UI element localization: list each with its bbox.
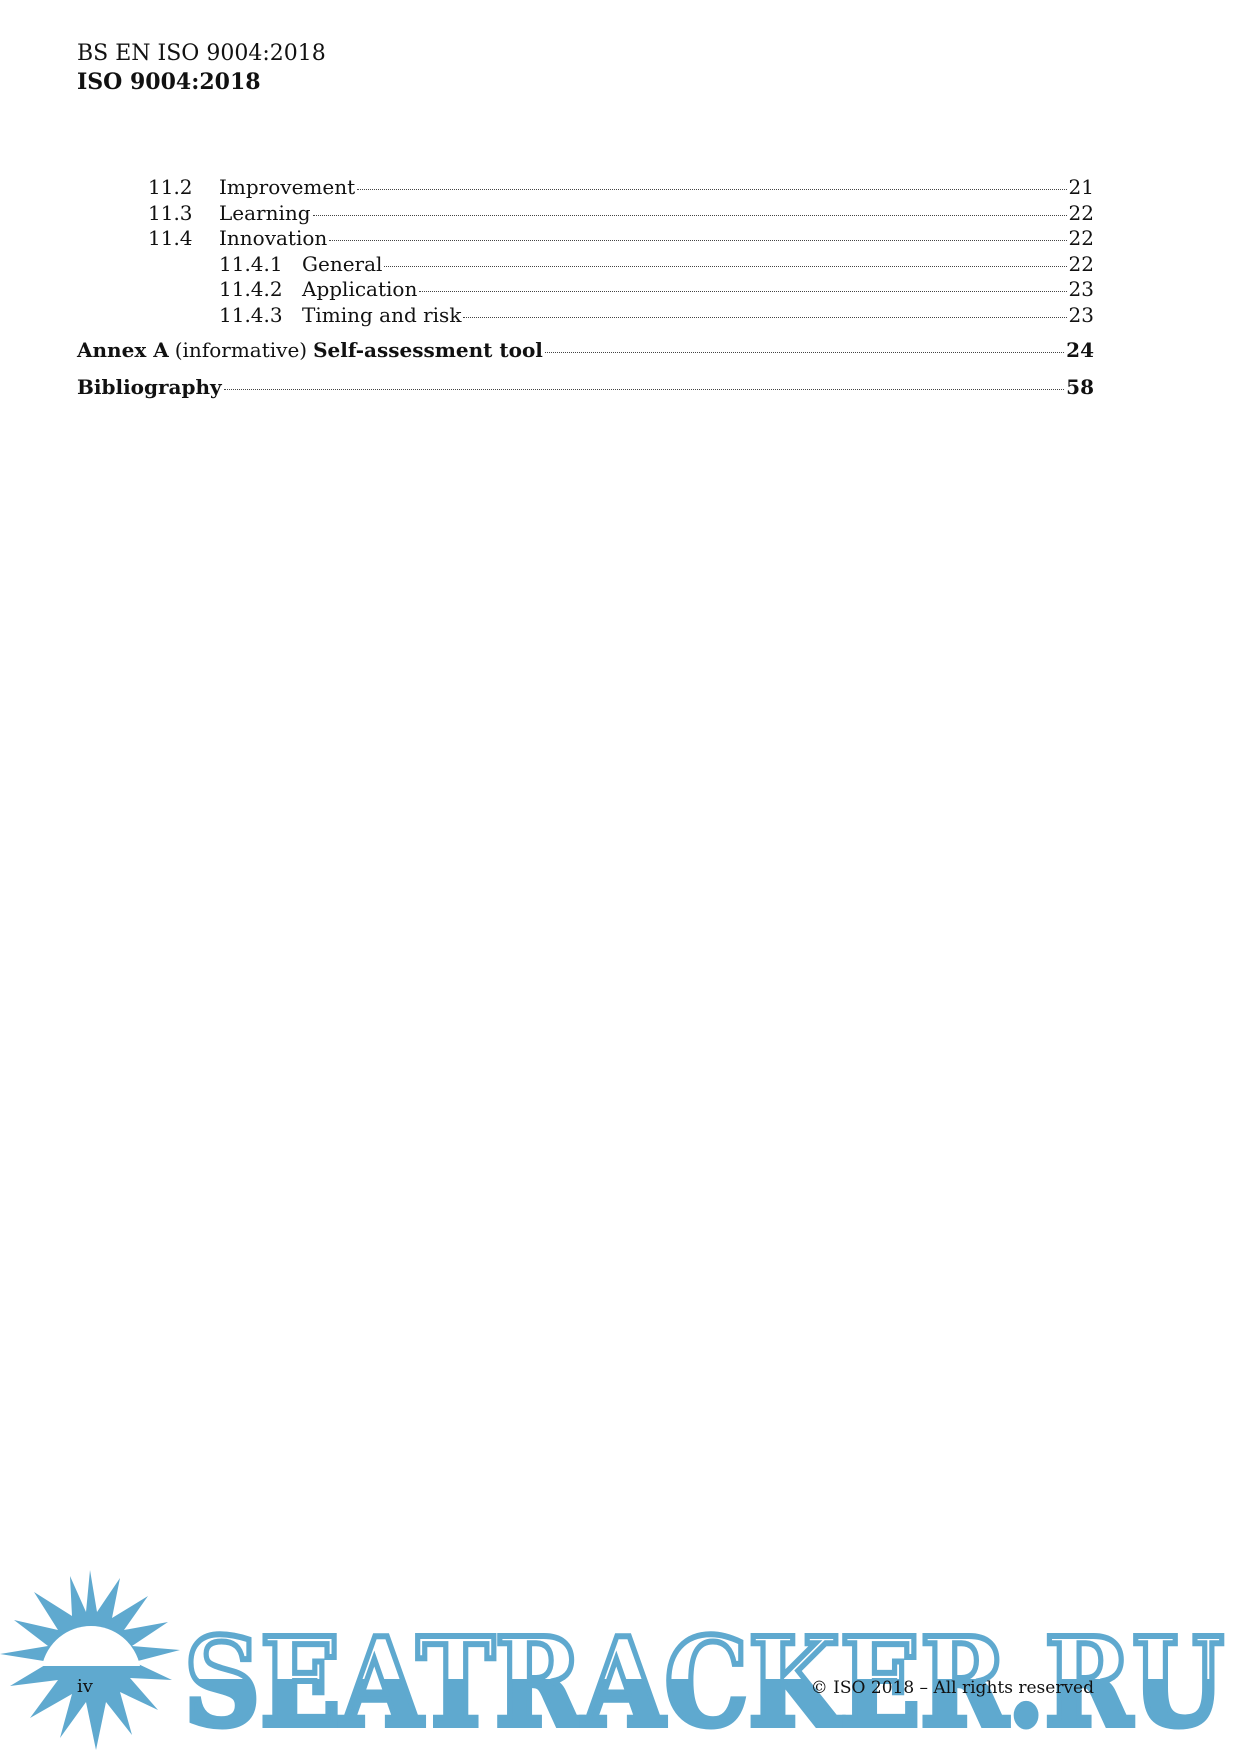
toc-entry-11-3[interactable] (77, 201, 1094, 227)
toc-entry-title: Application (302, 277, 418, 301)
toc-entry-11-4-3[interactable] (77, 303, 1094, 329)
toc-entry-title: Timing and risk (302, 302, 462, 327)
toc-entry-11-4[interactable] (77, 226, 1094, 252)
sun-logo-icon (0, 1570, 180, 1750)
toc-entry-page: 23 (1068, 302, 1094, 327)
toc-entry-number: 11.4 (148, 226, 193, 250)
footer-copyright: © ISO 2018 – All rights reserved (810, 1678, 1094, 1698)
toc-entry-11-4-2[interactable] (77, 277, 1094, 303)
toc-entry-page: 58 (1066, 375, 1094, 399)
toc-entry-title: Learning (219, 200, 311, 225)
toc-annex-label: Annex A (77, 338, 169, 362)
toc-entry-number: 11.4.3 (219, 302, 283, 327)
toc-entry-page: 21 (1068, 175, 1094, 199)
toc-leader-dots (463, 316, 1066, 318)
footer-page-number: iv (77, 1676, 93, 1697)
header-iso-id: ISO 9004:2018 (77, 69, 261, 95)
toc-bibliography-title: Bibliography (77, 375, 222, 399)
toc-entry-title: General (302, 251, 383, 276)
toc-leader-dots (357, 188, 1066, 190)
toc-annex-title: Self-assessment tool (313, 338, 543, 362)
toc-entry-bibliography[interactable] (77, 374, 1094, 400)
toc-entry-title: Innovation (219, 226, 328, 250)
toc-leader-dots (384, 265, 1066, 267)
toc-leader-dots (329, 239, 1066, 241)
toc-entry-page: 22 (1068, 226, 1094, 250)
toc-leader-dots (545, 351, 1064, 353)
toc-annex-qualifier: (informative) (174, 338, 308, 362)
toc-leader-dots (313, 214, 1067, 216)
toc-entry-number: 11.2 (148, 175, 193, 199)
table-of-contents (77, 175, 1094, 400)
toc-entry-page: 22 (1068, 200, 1094, 225)
seatracker-watermark (0, 1570, 1240, 1752)
toc-entry-number: 11.3 (148, 200, 193, 225)
toc-leader-dots (224, 388, 1065, 390)
page-header (77, 40, 326, 96)
toc-entry-page: 24 (1066, 338, 1094, 362)
toc-entry-title: Improvement (219, 175, 356, 199)
toc-entry-number: 11.4.2 (219, 277, 283, 301)
toc-entry-page: 23 (1068, 277, 1094, 301)
toc-entry-11-2[interactable] (77, 175, 1094, 201)
header-standard-id: BS EN ISO 9004:2018 (77, 41, 326, 66)
toc-entry-11-4-1[interactable] (77, 252, 1094, 278)
toc-leader-dots (419, 290, 1066, 292)
watermark-text: SEATRACKER.RU (184, 1610, 1224, 1752)
toc-entry-annex-a[interactable] (77, 337, 1094, 363)
toc-entry-page: 22 (1068, 251, 1094, 276)
toc-entry-number: 11.4.1 (219, 251, 283, 276)
